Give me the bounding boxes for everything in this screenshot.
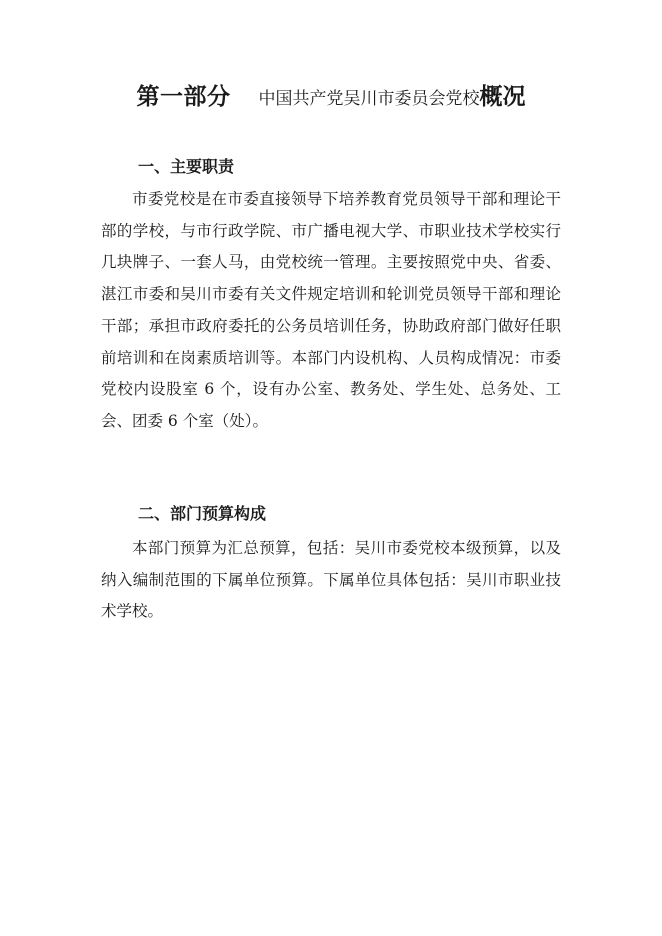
section-paragraph-main-duties: 市委党校是在市委直接领导下培养教育党员领导干部和理论干部的学校，与市行政学院、市广播电视大学、市职业技术学校实行几块牌子、一套人马，由党校统一管理。主要按照党中央、省委、湛江市委和吴川市委有关文件规定培训和轮训党员领导干部和理论干部；承担市政府委托的公务员培训任务，协助政府部门做好任职前培训和在岗素质培训等。本部门内设机构、人员构成情况：市委党校内设股室 6 个，设有办公室、教务处、学生处、总务处、工会、团委 6 个室（处）。 <box>101 190 561 430</box>
section-heading-budget-composition: 二、部门预算构成 <box>138 504 267 523</box>
page-title <box>0 82 662 114</box>
section-paragraph-budget-composition: 本部门预算为汇总预算，包括：吴川市委党校本级预算，以及纳入编制范围的下属单位预算。下属单位具体包括：吴川市职业技术学校。 <box>101 539 561 621</box>
title-tail: 概况 <box>479 84 526 110</box>
title-organization: 中国共产党吴川市委员会党校 <box>258 89 480 109</box>
section-heading-main-duties: 一、主要职责 <box>138 157 235 176</box>
title-part: 第一部分 <box>136 84 231 110</box>
